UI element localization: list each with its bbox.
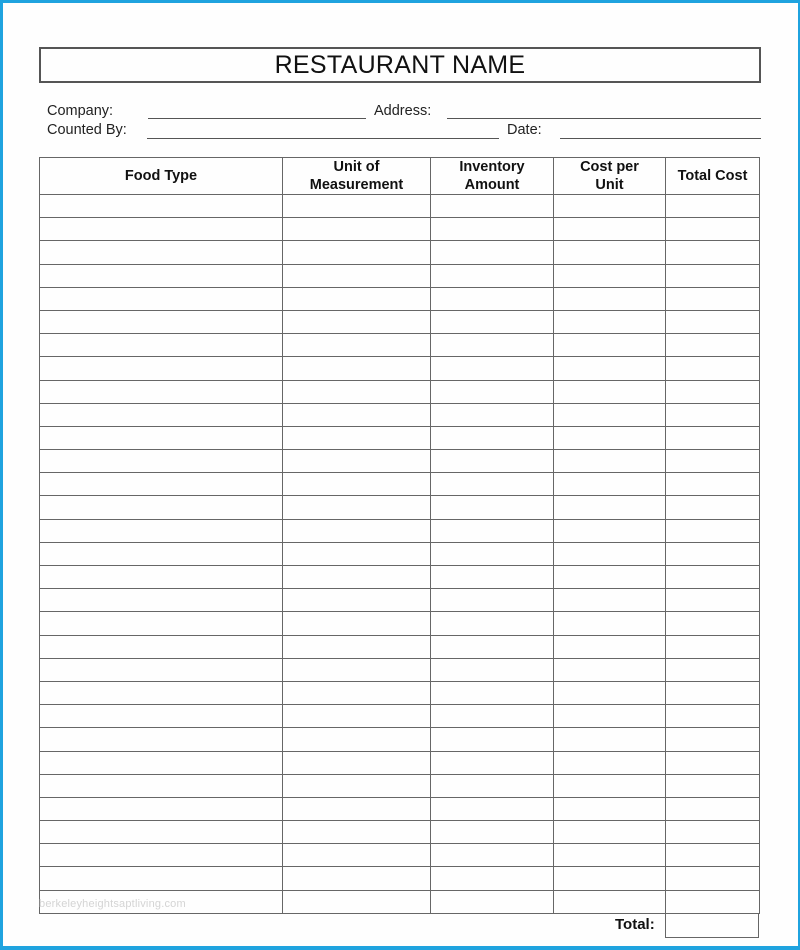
unit-cell[interactable] [283, 681, 431, 704]
unit-cell[interactable] [283, 635, 431, 658]
unit-cell[interactable] [283, 195, 431, 218]
inventory-amount-cell[interactable] [431, 334, 554, 357]
table-row [40, 867, 760, 890]
title-text: RESTAURANT NAME [274, 50, 526, 79]
cost-per-unit-cell[interactable] [554, 310, 666, 333]
cost-per-unit-cell[interactable] [554, 403, 666, 426]
total-cost-cell[interactable] [666, 473, 760, 496]
unit-cell[interactable] [283, 403, 431, 426]
table-row [40, 218, 760, 241]
inventory-amount-cell[interactable] [431, 357, 554, 380]
cost-per-unit-cell[interactable] [554, 380, 666, 403]
inventory-amount-cell[interactable] [431, 403, 554, 426]
unit-cell[interactable] [283, 519, 431, 542]
unit-cell[interactable] [283, 380, 431, 403]
total-cost-cell[interactable] [666, 496, 760, 519]
cost-per-unit-cell[interactable] [554, 195, 666, 218]
unit-cell[interactable] [283, 310, 431, 333]
cost-per-unit-cell[interactable] [554, 589, 666, 612]
table-row [40, 844, 760, 867]
table-row [40, 450, 760, 473]
unit-cell[interactable] [283, 751, 431, 774]
inventory-amount-cell[interactable] [431, 380, 554, 403]
unit-cell[interactable] [283, 867, 431, 890]
unit-cell[interactable] [283, 797, 431, 820]
header-unit-of-measurement: Unit of Measurement [283, 158, 431, 195]
cost-per-unit-cell[interactable] [554, 241, 666, 264]
food-type-cell[interactable] [40, 496, 283, 519]
table-row [40, 566, 760, 589]
header-cost-per-unit: Cost per Unit [554, 158, 666, 195]
table-row [40, 751, 760, 774]
table-row [40, 681, 760, 704]
table-row [40, 774, 760, 797]
unit-cell[interactable] [283, 426, 431, 449]
food-type-cell[interactable] [40, 774, 283, 797]
total-cost-cell[interactable] [666, 658, 760, 681]
total-cost-cell[interactable] [666, 751, 760, 774]
cost-per-unit-cell[interactable] [554, 728, 666, 751]
inventory-amount-cell[interactable] [431, 566, 554, 589]
food-type-cell[interactable] [40, 612, 283, 635]
total-label: Total: [615, 916, 655, 933]
inventory-amount-cell[interactable] [431, 473, 554, 496]
total-cost-cell[interactable] [666, 728, 760, 751]
total-cost-cell[interactable] [666, 589, 760, 612]
cost-per-unit-cell[interactable] [554, 612, 666, 635]
food-type-cell[interactable] [40, 542, 283, 565]
total-cost-cell[interactable] [666, 519, 760, 542]
inventory-amount-cell[interactable] [431, 264, 554, 287]
food-type-cell[interactable] [40, 821, 283, 844]
table-row [40, 473, 760, 496]
restaurant-name-title [39, 47, 761, 83]
cost-per-unit-cell[interactable] [554, 450, 666, 473]
inventory-amount-cell[interactable] [431, 867, 554, 890]
food-type-cell[interactable] [40, 310, 283, 333]
total-cost-cell[interactable] [666, 403, 760, 426]
inventory-amount-cell[interactable] [431, 589, 554, 612]
total-cost-cell[interactable] [666, 774, 760, 797]
table-row [40, 241, 760, 264]
total-cost-cell[interactable] [666, 241, 760, 264]
table-row [40, 195, 760, 218]
food-type-cell[interactable] [40, 681, 283, 704]
inventory-amount-cell[interactable] [431, 287, 554, 310]
total-cost-cell[interactable] [666, 218, 760, 241]
counted-by-label: Counted By: [47, 122, 127, 138]
unit-cell[interactable] [283, 705, 431, 728]
inventory-amount-cell[interactable] [431, 195, 554, 218]
food-type-cell[interactable] [40, 566, 283, 589]
company-field[interactable] [148, 118, 366, 119]
inventory-amount-cell[interactable] [431, 519, 554, 542]
inventory-amount-cell[interactable] [431, 426, 554, 449]
inventory-amount-cell[interactable] [431, 705, 554, 728]
total-cost-cell[interactable] [666, 681, 760, 704]
inventory-amount-cell[interactable] [431, 658, 554, 681]
unit-cell[interactable] [283, 473, 431, 496]
table-row [40, 612, 760, 635]
unit-cell[interactable] [283, 218, 431, 241]
cost-per-unit-cell[interactable] [554, 218, 666, 241]
header-inventory-amount: Inventory Amount [431, 158, 554, 195]
unit-cell[interactable] [283, 264, 431, 287]
total-cost-cell[interactable] [666, 195, 760, 218]
food-type-cell[interactable] [40, 357, 283, 380]
cost-per-unit-cell[interactable] [554, 774, 666, 797]
unit-cell[interactable] [283, 774, 431, 797]
inventory-amount-cell[interactable] [431, 844, 554, 867]
cost-per-unit-cell[interactable] [554, 334, 666, 357]
inventory-amount-cell[interactable] [431, 310, 554, 333]
unit-cell[interactable] [283, 542, 431, 565]
total-cost-cell[interactable] [666, 264, 760, 287]
table-row [40, 334, 760, 357]
unit-cell[interactable] [283, 612, 431, 635]
cost-per-unit-cell[interactable] [554, 426, 666, 449]
cost-per-unit-cell[interactable] [554, 867, 666, 890]
cost-per-unit-cell[interactable] [554, 890, 666, 913]
food-type-cell[interactable] [40, 426, 283, 449]
table-row [40, 705, 760, 728]
inventory-amount-cell[interactable] [431, 774, 554, 797]
unit-cell[interactable] [283, 844, 431, 867]
table-row [40, 403, 760, 426]
total-cost-cell[interactable] [666, 566, 760, 589]
unit-cell[interactable] [283, 589, 431, 612]
food-type-cell[interactable] [40, 195, 283, 218]
watermark: berkeleyheightsaptliving.com [39, 898, 186, 910]
food-type-cell[interactable] [40, 635, 283, 658]
total-cost-cell[interactable] [666, 797, 760, 820]
inventory-amount-cell[interactable] [431, 612, 554, 635]
table-row [40, 821, 760, 844]
inventory-amount-cell[interactable] [431, 496, 554, 519]
food-type-cell[interactable] [40, 844, 283, 867]
food-type-cell[interactable] [40, 867, 283, 890]
cost-per-unit-cell[interactable] [554, 264, 666, 287]
inventory-table [39, 157, 760, 914]
inventory-amount-cell[interactable] [431, 728, 554, 751]
total-cost-cell[interactable] [666, 380, 760, 403]
total-cost-cell[interactable] [666, 426, 760, 449]
cost-per-unit-cell[interactable] [554, 635, 666, 658]
cost-per-unit-cell[interactable] [554, 821, 666, 844]
total-cost-cell[interactable] [666, 542, 760, 565]
inventory-amount-cell[interactable] [431, 797, 554, 820]
inventory-amount-cell[interactable] [431, 450, 554, 473]
cost-per-unit-cell[interactable] [554, 681, 666, 704]
table-row [40, 357, 760, 380]
cost-per-unit-cell[interactable] [554, 566, 666, 589]
date-field[interactable] [560, 138, 761, 139]
cost-per-unit-cell[interactable] [554, 357, 666, 380]
table-row [40, 797, 760, 820]
unit-cell[interactable] [283, 496, 431, 519]
table-row [40, 310, 760, 333]
unit-cell[interactable] [283, 658, 431, 681]
total-cost-cell[interactable] [666, 287, 760, 310]
unit-cell[interactable] [283, 890, 431, 913]
header-total-cost: Total Cost [666, 158, 760, 195]
inventory-amount-cell[interactable] [431, 821, 554, 844]
cost-per-unit-cell[interactable] [554, 473, 666, 496]
inventory-amount-cell[interactable] [431, 542, 554, 565]
table-row [40, 426, 760, 449]
counted-by-field[interactable] [147, 138, 499, 139]
unit-cell[interactable] [283, 821, 431, 844]
inventory-amount-cell[interactable] [431, 218, 554, 241]
food-type-cell[interactable] [40, 450, 283, 473]
cost-per-unit-cell[interactable] [554, 658, 666, 681]
food-type-cell[interactable] [40, 519, 283, 542]
table-row [40, 519, 760, 542]
inventory-table-body [40, 195, 760, 914]
food-type-cell[interactable] [40, 218, 283, 241]
food-type-cell[interactable] [40, 334, 283, 357]
total-cost-cell[interactable] [666, 334, 760, 357]
table-header-row [40, 158, 760, 195]
food-type-cell[interactable] [40, 797, 283, 820]
unit-cell[interactable] [283, 357, 431, 380]
food-type-cell[interactable] [40, 473, 283, 496]
address-field[interactable] [447, 118, 761, 119]
table-row [40, 496, 760, 519]
table-row [40, 287, 760, 310]
cost-per-unit-cell[interactable] [554, 287, 666, 310]
table-row [40, 264, 760, 287]
table-row [40, 658, 760, 681]
food-type-cell[interactable] [40, 241, 283, 264]
food-type-cell[interactable] [40, 705, 283, 728]
food-type-cell[interactable] [40, 728, 283, 751]
total-field[interactable] [665, 914, 759, 938]
food-type-cell[interactable] [40, 287, 283, 310]
food-type-cell[interactable] [40, 589, 283, 612]
total-cost-cell[interactable] [666, 821, 760, 844]
cost-per-unit-cell[interactable] [554, 705, 666, 728]
company-label: Company: [47, 103, 114, 119]
food-type-cell[interactable] [40, 751, 283, 774]
inventory-amount-cell[interactable] [431, 241, 554, 264]
inventory-amount-cell[interactable] [431, 635, 554, 658]
unit-cell[interactable] [283, 287, 431, 310]
table-row [40, 728, 760, 751]
table-row [40, 635, 760, 658]
unit-cell[interactable] [283, 728, 431, 751]
header-food-type: Food Type [40, 158, 283, 195]
cost-per-unit-cell[interactable] [554, 797, 666, 820]
unit-cell[interactable] [283, 566, 431, 589]
table-row [40, 589, 760, 612]
cost-per-unit-cell[interactable] [554, 542, 666, 565]
total-cost-cell[interactable] [666, 867, 760, 890]
unit-cell[interactable] [283, 450, 431, 473]
cost-per-unit-cell[interactable] [554, 751, 666, 774]
inventory-amount-cell[interactable] [431, 890, 554, 913]
inventory-amount-cell[interactable] [431, 681, 554, 704]
food-type-cell[interactable] [40, 658, 283, 681]
total-cost-cell[interactable] [666, 705, 760, 728]
food-type-cell[interactable] [40, 403, 283, 426]
address-label: Address: [374, 103, 432, 119]
unit-cell[interactable] [283, 334, 431, 357]
total-cost-cell[interactable] [666, 310, 760, 333]
total-cost-cell[interactable] [666, 890, 760, 913]
food-type-cell[interactable] [40, 264, 283, 287]
table-row [40, 542, 760, 565]
date-label: Date: [507, 122, 542, 138]
inventory-amount-cell[interactable] [431, 751, 554, 774]
cost-per-unit-cell[interactable] [554, 844, 666, 867]
unit-cell[interactable] [283, 241, 431, 264]
cost-per-unit-cell[interactable] [554, 496, 666, 519]
total-cost-cell[interactable] [666, 450, 760, 473]
table-row [40, 380, 760, 403]
food-type-cell[interactable] [40, 380, 283, 403]
total-cost-cell[interactable] [666, 635, 760, 658]
cost-per-unit-cell[interactable] [554, 519, 666, 542]
total-cost-cell[interactable] [666, 844, 760, 867]
total-cost-cell[interactable] [666, 612, 760, 635]
total-cost-cell[interactable] [666, 357, 760, 380]
